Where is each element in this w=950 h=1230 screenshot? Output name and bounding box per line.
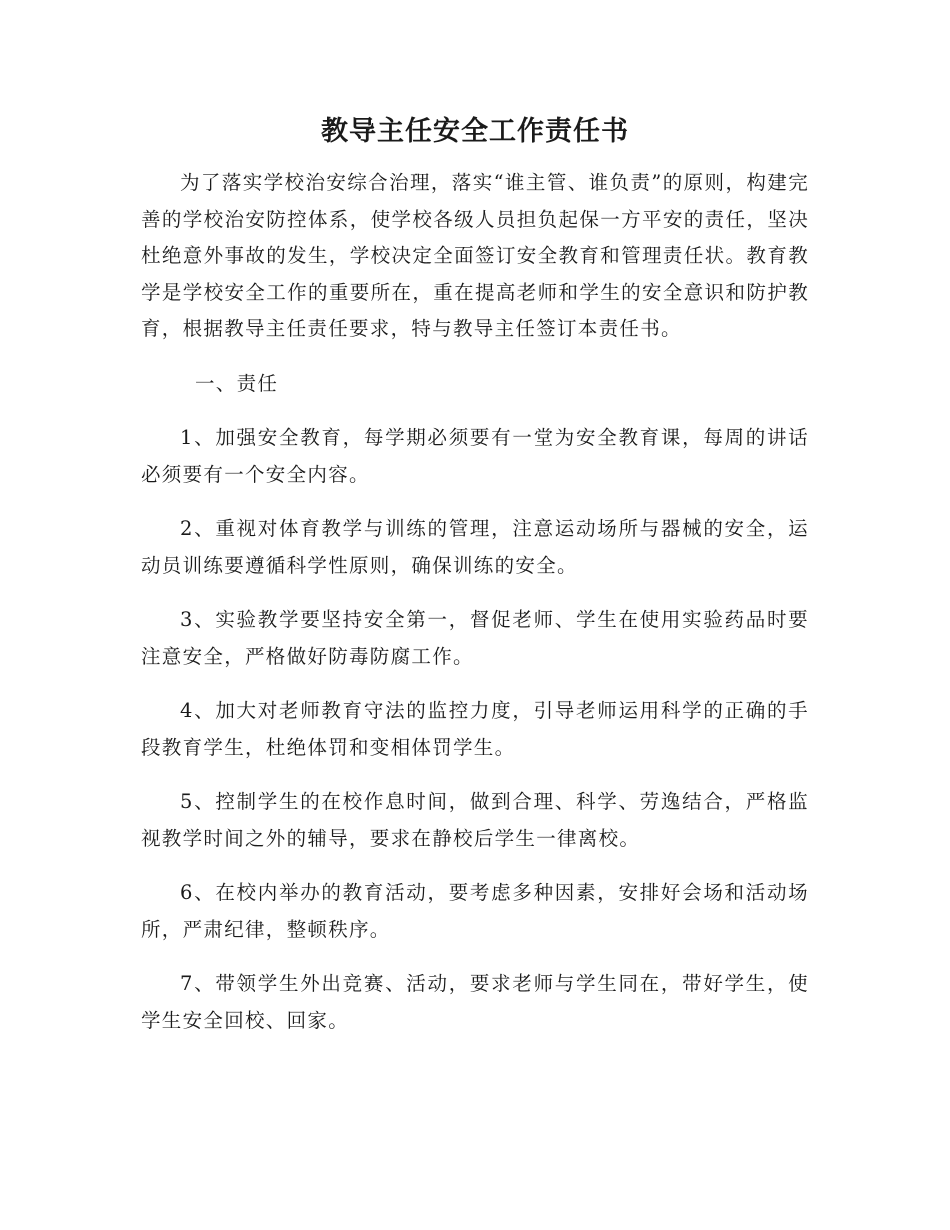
responsibility-item-6: 6、在校内举办的教育活动，要考虑多种因素，安排好会场和活动场所，严肃纪律，整顿秩序。 <box>141 881 809 941</box>
section-heading: 一、责任 <box>195 371 279 395</box>
responsibility-item-4: 4、加大对老师教育守法的监控力度，引导老师运用科学的正确的手段教育学生，杜绝体罚和变相体罚学生。 <box>141 699 809 759</box>
responsibility-item-1: 1、加强安全教育，每学期必须要有一堂为安全教育课，每周的讲话必须要有一个安全内容。 <box>141 426 809 486</box>
document-body <box>141 165 809 1057</box>
responsibility-item-2: 2、重视对体育教学与训练的管理，注意运动场所与器械的安全，运动员训练要遵循科学性原则，确保训练的安全。 <box>141 517 809 577</box>
document-title: 教导主任安全工作责任书 <box>321 116 629 147</box>
responsibility-item-7: 7、带领学生外出竞赛、活动，要求老师与学生同在，带好学生，使学生安全回校、回家。 <box>141 972 809 1032</box>
responsibility-item-3: 3、实验教学要坚持安全第一，督促老师、学生在使用实验药品时要注意安全，严格做好防毒防腐工作。 <box>141 608 809 668</box>
responsibility-item-5: 5、控制学生的在校作息时间，做到合理、科学、劳逸结合，严格监视教学时间之外的辅导，要求在静校后学生一律离校。 <box>141 790 809 850</box>
intro-paragraph: 为了落实学校治安综合治理，落实“谁主管、谁负责”的原则，构建完善的学校治安防控体系，使学校各级人员担负起保一方平安的责任，坚决杜绝意外事故的发生，学校决定全面签订安全教育和管理责任状。教育教学是学校安全工作的重要所在，重在提高老师和学生的安全意识和防护教育，根据教导主任责任要求，特与教导主任签订本责任书。 <box>141 171 809 340</box>
